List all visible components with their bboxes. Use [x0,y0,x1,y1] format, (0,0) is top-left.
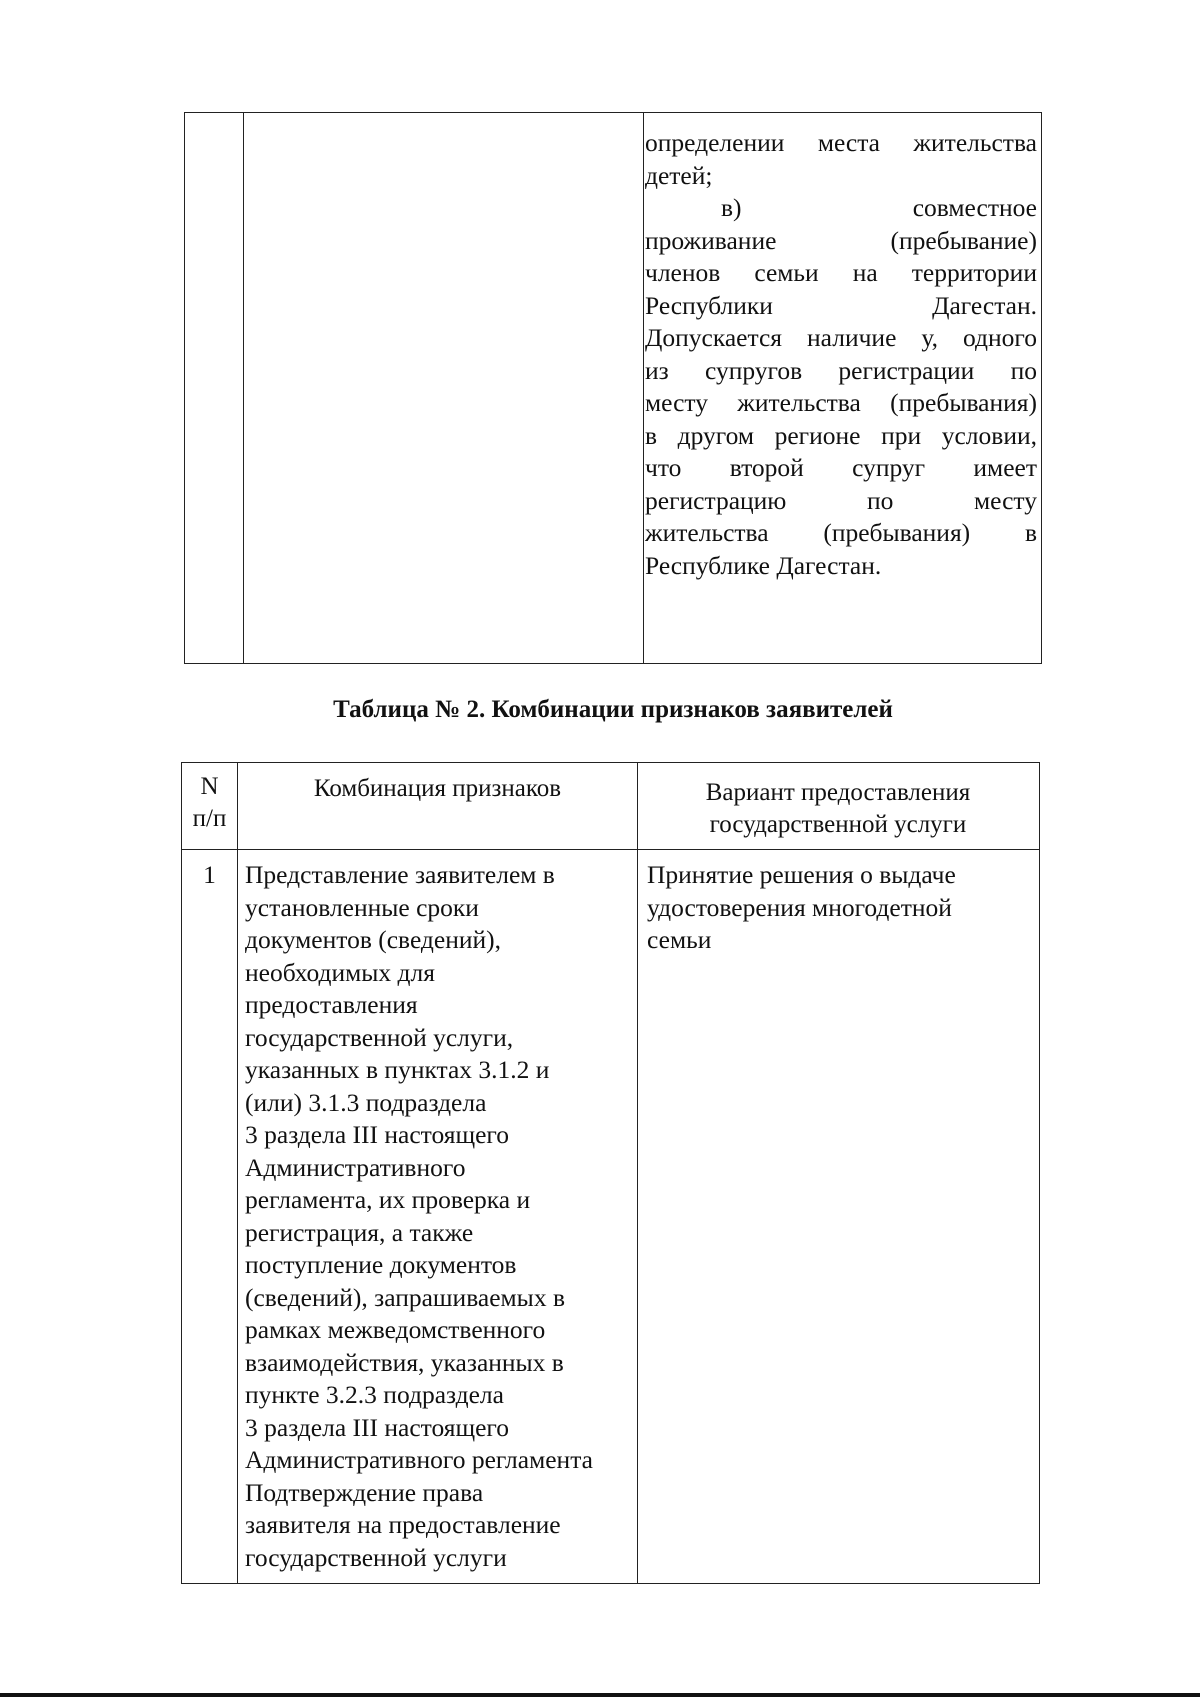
text-line: указанных в пунктах 3.1.2 и [245,1055,550,1084]
table-2-caption: Таблица № 2. Комбинации признаков заявителей [333,696,893,723]
word: наличие [807,323,897,352]
text-line: п/п [192,805,227,832]
row-1-combination [245,859,637,1574]
text-line [645,160,1037,193]
word: из [645,355,669,385]
word: места [817,128,880,157]
scan-edge-line [0,1693,1200,1697]
text-line: государственной услуги, [245,1022,514,1052]
word: имеет [973,453,1037,482]
word: членов [645,258,721,287]
text-line: регистрация, а также [245,1217,474,1247]
word: при [881,420,922,450]
word: у, [921,323,938,352]
table-2-column-divider [237,763,238,1583]
table-2-header-divider [182,849,1039,850]
text-line [645,485,1037,518]
text-line: Комбинация признаков [313,775,562,802]
word: другом [677,420,755,450]
text-line [645,127,1037,160]
word: на [852,258,878,287]
text-line: рамках межведомственного [245,1315,546,1344]
table-2-column-divider [637,763,638,1583]
word: месту [974,485,1037,515]
word: Республике Дагестан. [645,550,882,580]
row-1-number: 1 [203,860,216,889]
text-line: (или) 3.1.3 подраздела [245,1087,487,1117]
word: (пребывание) [890,225,1037,255]
text-line: Подтверждение права [245,1477,484,1507]
table-1-continuation [184,112,1042,664]
text-line: Вариант предоставления [705,779,971,806]
text-line: Представление заявителем в [245,860,555,889]
text-line: 3 раздела III настоящего [245,1120,509,1149]
text-line [645,420,1037,453]
table-1-number-column [185,113,244,663]
header-number [182,771,237,835]
text-line: необходимых для [245,957,435,987]
text-line: заявителя на предоставление [245,1510,561,1539]
word: в [1024,518,1037,547]
text-line: 3 раздела III настоящего [245,1412,509,1442]
text-line: (сведений), запрашиваемых в [245,1282,565,1312]
text-line [645,225,1037,258]
text-line: Принятие решения о выдаче [647,860,956,889]
text-line: N [200,773,219,800]
text-line: пункте 3.2.3 подраздела [245,1380,504,1409]
text-line [645,192,1037,225]
word: Республики [645,290,773,320]
word: супруг [852,453,926,482]
text-line: поступление документов [245,1250,517,1279]
row-1-variant [647,859,1035,957]
word: в) [721,193,742,222]
text-line [645,550,1037,583]
word: регистрации [838,355,975,385]
text-line [645,257,1037,290]
word: по [866,485,894,515]
text-line: семьи [647,925,712,954]
word: (пребывания) [890,388,1037,417]
word: проживание [645,225,777,255]
text-line: Административного [245,1152,466,1182]
text-line: удостоверения многодетной [647,892,952,922]
header-combination [238,773,637,805]
word: совместное [912,193,1037,222]
word: по [1010,355,1037,385]
table-1-criteria-column [243,113,644,663]
header-variant [638,777,1038,841]
text-line [645,387,1037,420]
word: жительства [645,518,769,547]
table-1-description-cell [645,127,1037,582]
text-line: Административного регламента [245,1445,593,1474]
text-line: регламента, их проверка и [245,1185,531,1214]
text-line [645,322,1037,355]
text-line: государственной услуги [709,811,967,838]
text-line [645,517,1037,550]
word: территории [911,258,1037,287]
word: в [645,420,658,450]
text-line: государственной услуги [245,1542,507,1572]
word: детей; [645,160,713,190]
word: второй [729,453,804,482]
text-line: документов (сведений), [245,925,502,954]
text-line: предоставления [245,990,418,1019]
text-line [645,452,1037,485]
word: условии, [941,420,1037,450]
text-line [645,290,1037,323]
word: жительства [737,388,861,417]
word: регионе [774,420,861,450]
word: регистрацию [645,485,787,515]
word: семьи [754,258,819,287]
word: что [645,453,682,482]
text-line: взаимодействия, указанных в [245,1347,564,1377]
word: жительства [913,128,1037,157]
word: месту [645,388,708,417]
text-line: установленные сроки [245,892,479,922]
word: одного [963,323,1037,352]
text-line [645,355,1037,388]
word: супругов [704,355,803,385]
word: определении [645,128,785,157]
word: Допускается [645,323,783,352]
table-2 [181,762,1040,1584]
word: Дагестан. [932,290,1037,320]
word: (пребывания) [823,518,971,547]
